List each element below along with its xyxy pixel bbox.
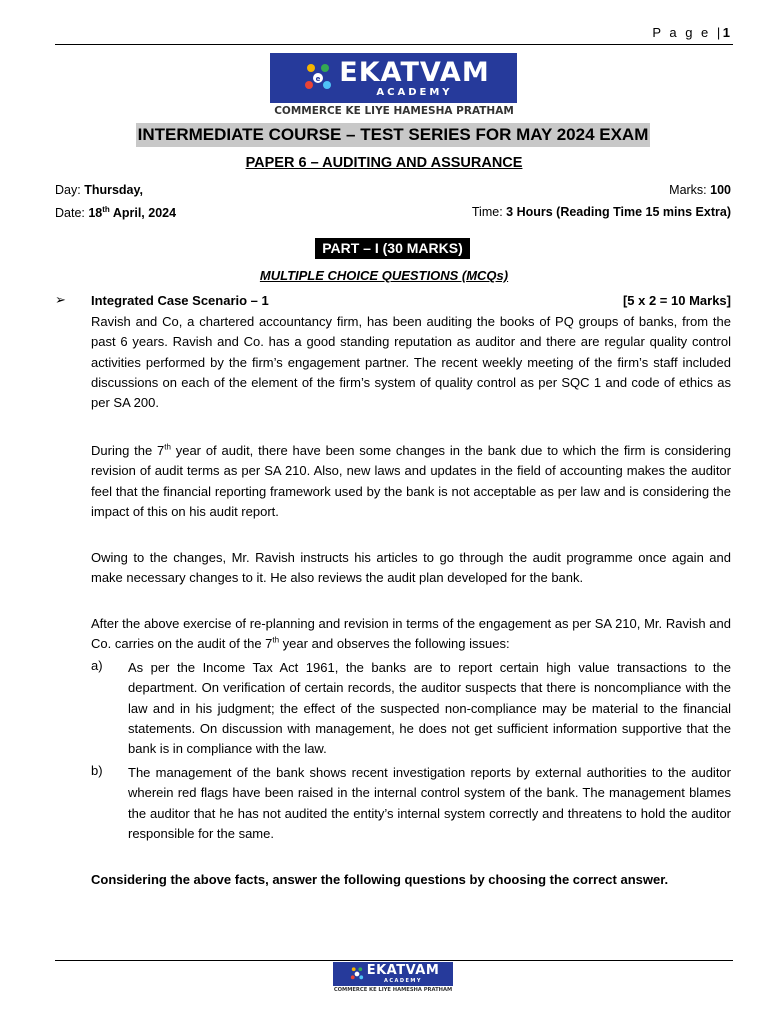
- exam-title: INTERMEDIATE COURSE – TEST SERIES FOR MAY 2024 EXAM: [136, 123, 650, 147]
- exam-time: Time: 3 Hours (Reading Time 15 mins Extra): [471, 205, 731, 219]
- list-item-label: b): [91, 763, 103, 778]
- svg-text:e: e: [315, 75, 321, 83]
- case-paragraph-1: Ravish and Co, a chartered accountancy firm, has been auditing the books of PQ groups of banks, from the past 6 years. Ravish and Co. has a good standing reputation as auditor and there are regular quality control activities performed by the firm’s engagement partner. The recent weekly meeting of the firm’s staff included discussions on each of the element of the firm’s system of quality control as per SQC 1 and code of ethics as per SA 200.: [91, 314, 731, 411]
- list-item-text: As per the Income Tax Act 1961, the banks are to report certain high value transactions to the department. On verification of certain records, the auditor suspects that there is noncompliance with the law and in his judgment; the effect of the suspected non-compliance may be material to the financial statements. On discussion with management, he does not get sufficient information supportive that the bank is in compliance with the law.: [128, 660, 731, 757]
- case-paragraph-4: After the above exercise of re-planning and revision in terms of the engagement as per SA 210, Mr. Ravish and Co. carries on the audit of the 7th year and observes the following issues:: [91, 616, 731, 652]
- header-rule: [55, 44, 733, 45]
- case-marks: [5 x 2 = 10 Marks]: [622, 293, 731, 308]
- instruction-text: Considering the above facts, answer the following questions by choosing the correct answer.: [91, 872, 669, 887]
- people-icon: [347, 964, 367, 984]
- exam-day: Day: Thursday,: [55, 183, 143, 197]
- logo-academy: ACADEMY: [376, 86, 453, 98]
- logo-brand: EKATVAM: [366, 963, 440, 978]
- case-title: Integrated Case Scenario – 1: [91, 293, 269, 308]
- footer-rule: [55, 960, 733, 961]
- page-number: P a g e |1: [652, 25, 730, 40]
- list-item-label: a): [91, 658, 103, 673]
- logo-tagline: COMMERCE KE LIYE HAMESHA PRATHAM: [333, 987, 453, 993]
- case-paragraph-3: Owing to the changes, Mr. Ravish instructs his articles to go through the audit programme once again and make necessary changes to it. He also reviews the audit plan developed for the bank.: [91, 550, 731, 586]
- part-heading: PART – I (30 MARKS): [315, 238, 470, 259]
- exam-date: Date: 18th April, 2024: [55, 205, 177, 221]
- logo-tagline: COMMERCE KE LIYE HAMESHA PRATHAM: [274, 105, 514, 117]
- logo-academy: ACADEMY: [383, 978, 423, 984]
- section-heading: MULTIPLE CHOICE QUESTIONS (MCQs): [259, 268, 509, 283]
- logo-brand: EKATVAM: [339, 56, 490, 88]
- ekatvam-logo: [270, 53, 517, 103]
- people-icon: [297, 57, 339, 99]
- exam-marks: Marks: 100: [669, 183, 731, 197]
- arrow-bullet-icon: ➢: [55, 292, 66, 307]
- case-paragraph-2: During the 7th year of audit, there have been some changes in the bank due to which the firm is considering revision of audit terms as per SA 210. Also, new laws and updates in the field of accounting makes the auditor feel that the financial reporting framework used by the bank is not acceptable as per law and is considering the impact of this on his audit report.: [91, 442, 731, 519]
- paper-title: PAPER 6 – AUDITING AND ASSURANCE: [245, 155, 523, 171]
- list-item-text: The management of the bank shows recent investigation reports by external authorities to the auditor wherein red flags have been raised in the internal control system of the bank. The management blames the auditor that he has not audited the entity’s internal system correctly and threatens to hold the auditor responsible for the same.: [128, 765, 731, 841]
- footer-logo: [333, 962, 453, 986]
